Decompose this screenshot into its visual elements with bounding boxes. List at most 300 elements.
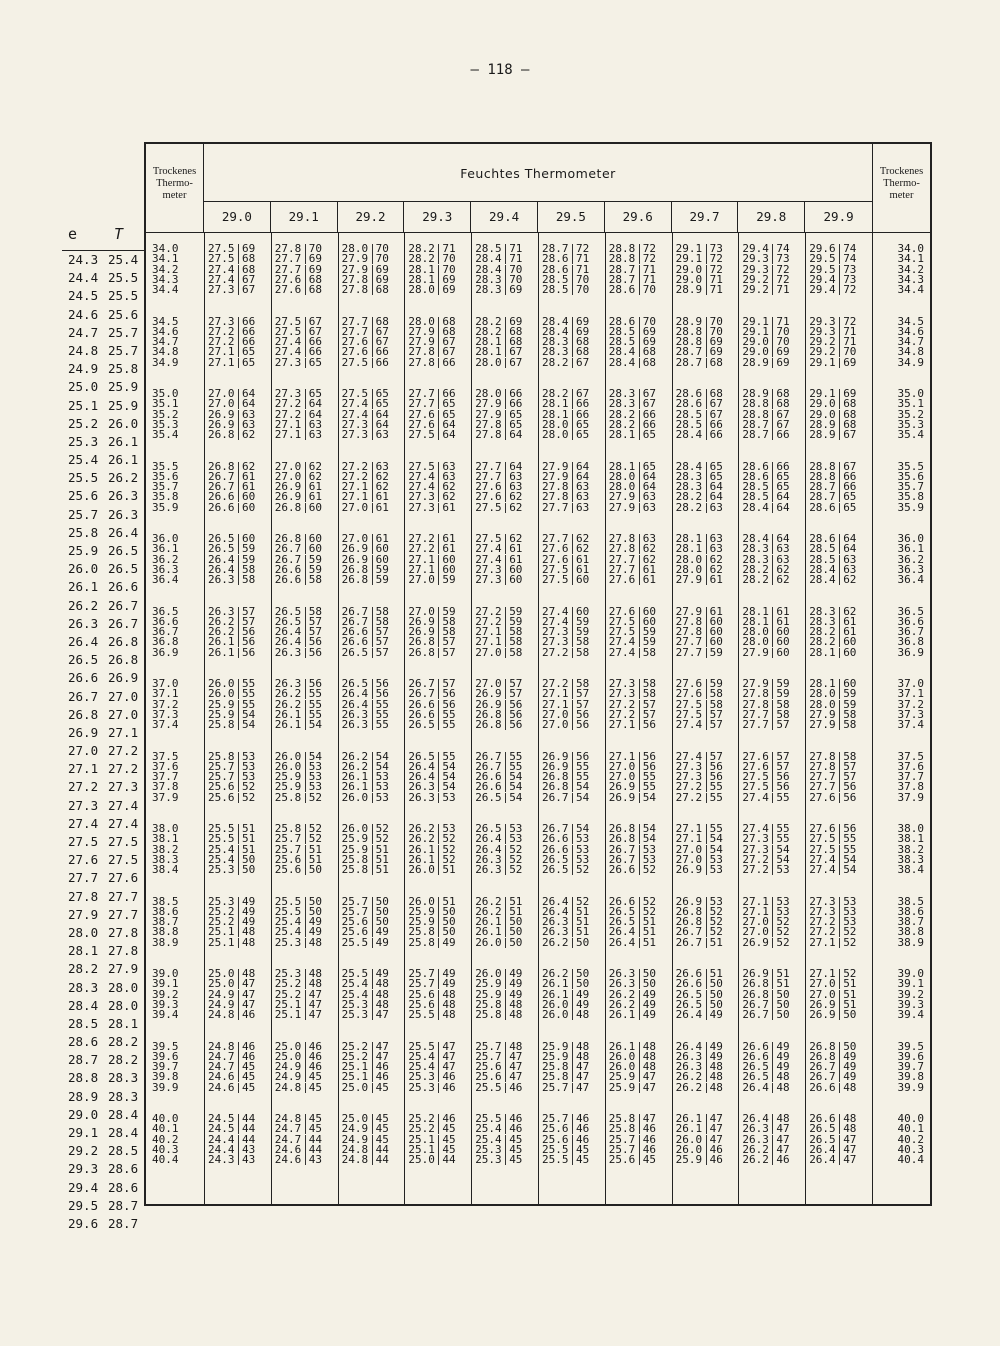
cell-separator (572, 1010, 573, 1020)
humidity-value: 53 (776, 863, 790, 877)
humidity-value: 50 (576, 935, 590, 949)
vapor-pressure-value: 26.3 (408, 790, 435, 804)
humidity-value: 58 (642, 645, 657, 659)
cell-separator (305, 938, 306, 948)
vapor-pressure-value: 27.4 (608, 645, 636, 659)
side-e-value: 25.5 (68, 470, 99, 486)
humidity-value: 45 (509, 1132, 523, 1146)
humidity-value: 58 (442, 614, 456, 628)
vapor-pressure-value: 26.3 (675, 1049, 703, 1063)
vapor-pressure-value: 25.6 (341, 925, 369, 939)
vapor-pressure-value: 25.5 (341, 935, 369, 949)
humidity-value: 60 (843, 677, 857, 690)
vapor-pressure-value: 28.4 (542, 324, 569, 338)
vapor-pressure-value: 28.3 (675, 469, 703, 483)
vapor-pressure-value: 24.5 (208, 1112, 235, 1125)
side-e-value: 29.0 (68, 1106, 99, 1122)
cell-separator (772, 1062, 773, 1072)
vapor-pressure-value: 26.6 (208, 490, 235, 504)
vapor-pressure-value: 26.7 (675, 935, 703, 949)
cell-separator (639, 720, 640, 730)
cell-separator (238, 824, 239, 834)
cell-separator (839, 845, 840, 855)
vapor-pressure-value: 26.6 (675, 977, 703, 991)
cell-separator (372, 1114, 373, 1124)
vapor-pressure-value: 24.8 (341, 1142, 369, 1156)
side-t-value: 25.5 (108, 288, 139, 304)
vapor-pressure-value: 26.5 (208, 532, 235, 545)
vapor-pressure-value: 25.1 (408, 1132, 435, 1146)
vapor-pressure-value: 27.4 (809, 863, 836, 877)
cell-separator (772, 503, 773, 513)
humidity-value: 56 (576, 718, 590, 732)
cell-separator (372, 865, 373, 875)
cell-separator (305, 1062, 306, 1072)
vapor-pressure-value: 27.3 (341, 428, 369, 442)
humidity-value: 50 (308, 904, 323, 918)
vapor-pressure-value: 28.6 (608, 314, 636, 328)
side-table-row (62, 598, 144, 616)
vapor-pressure-value: 28.1 (542, 407, 569, 421)
cell-separator (372, 897, 373, 907)
cell-separator (639, 462, 640, 472)
vapor-pressure-value: 26.3 (274, 645, 302, 659)
humidity-value: 66 (642, 417, 657, 431)
humidity-value: 47 (843, 1142, 857, 1156)
cell-separator (772, 1145, 773, 1155)
vapor-pressure-value: 26.8 (274, 500, 302, 514)
dry-temp-right: 36.5 (897, 604, 924, 618)
humidity-value: 60 (442, 562, 456, 576)
side-table-row (62, 1107, 144, 1125)
humidity-value: 61 (375, 500, 389, 514)
vapor-pressure-value: 28.6 (675, 387, 703, 400)
cell-separator (238, 389, 239, 399)
vapor-pressure-value: 27.5 (809, 832, 836, 846)
cell-separator (639, 793, 640, 803)
humidity-value: 43 (242, 1142, 256, 1156)
cell-separator (505, 710, 506, 720)
humidity-value: 49 (776, 1060, 790, 1074)
humidity-value: 51 (509, 894, 523, 908)
cell-separator (238, 782, 239, 792)
humidity-value: 48 (442, 987, 456, 1001)
vapor-pressure-value: 25.2 (274, 977, 302, 991)
cell-separator (839, 607, 840, 617)
humidity-value: 60 (308, 532, 323, 545)
humidity-value: 56 (843, 780, 857, 794)
dry-temp-left: 40.4 (152, 1153, 179, 1167)
vapor-pressure-value: 26.7 (675, 925, 703, 939)
vapor-pressure-value: 24.7 (274, 1122, 302, 1136)
cell-separator (305, 482, 306, 492)
humidity-value: 67 (509, 345, 523, 359)
vapor-pressure-value: 25.7 (608, 1132, 636, 1146)
cell-separator (706, 927, 707, 937)
side-e-value: 28.1 (68, 943, 99, 959)
cell-separator (505, 845, 506, 855)
vapor-pressure-value: 28.1 (408, 272, 435, 286)
cell-separator (438, 399, 439, 409)
vapor-pressure-value: 26.5 (341, 677, 369, 690)
vapor-pressure-value: 28.9 (742, 387, 769, 400)
humidity-value: 69 (843, 387, 857, 400)
vapor-pressure-value: 25.3 (475, 1153, 502, 1167)
vapor-pressure-value: 26.7 (408, 677, 435, 690)
vapor-pressure-value: 27.4 (341, 397, 369, 411)
dry-temp-right: 34.7 (897, 335, 924, 349)
humidity-value: 71 (709, 283, 723, 297)
cell-separator (372, 1083, 373, 1093)
cell-separator (772, 865, 773, 875)
humidity-value: 61 (242, 469, 256, 483)
cell-separator (305, 399, 306, 409)
cell-separator (772, 482, 773, 492)
humidity-value: 55 (776, 832, 790, 846)
humidity-value: 62 (509, 500, 523, 514)
dry-temp-right: 35.8 (897, 490, 924, 504)
cell-separator (238, 430, 239, 440)
cell-separator (372, 1155, 373, 1165)
cell-separator (839, 979, 840, 989)
vapor-pressure-value: 27.2 (542, 645, 569, 659)
vapor-pressure-value: 27.7 (608, 552, 636, 566)
cell-separator (372, 648, 373, 658)
vapor-pressure-value: 26.4 (274, 635, 302, 649)
cell-separator (706, 907, 707, 917)
humidity-value: 45 (375, 1122, 389, 1136)
humidity-value: 53 (709, 852, 723, 866)
humidity-value: 45 (308, 1070, 323, 1084)
cell-separator (372, 700, 373, 710)
vapor-pressure-value: 26.0 (208, 687, 235, 701)
cell-separator (572, 1052, 573, 1062)
humidity-value: 57 (709, 718, 723, 732)
cell-separator (372, 752, 373, 762)
humidity-value: 66 (709, 417, 723, 431)
humidity-value: 52 (776, 925, 790, 939)
humidity-value: 60 (776, 635, 790, 649)
humidity-value: 51 (242, 832, 256, 846)
cell-separator (639, 917, 640, 927)
dry-temp-left: 37.2 (152, 697, 179, 711)
side-table-row (62, 852, 144, 870)
cell-separator (372, 399, 373, 409)
humidity-value: 54 (308, 749, 323, 763)
cell-separator (639, 430, 640, 440)
humidity-value: 52 (509, 863, 523, 877)
vapor-pressure-value: 25.5 (475, 1112, 502, 1125)
cell-separator (772, 347, 773, 357)
humidity-value: 49 (843, 1049, 857, 1063)
humidity-value: 63 (642, 500, 657, 514)
humidity-value: 63 (776, 552, 790, 566)
humidity-value: 48 (509, 1008, 523, 1022)
cell-separator (639, 254, 640, 264)
humidity-value: 48 (375, 977, 389, 991)
side-e-value: 28.5 (68, 1015, 99, 1031)
cell-separator (238, 897, 239, 907)
vapor-pressure-value: 25.7 (208, 770, 235, 784)
cell-separator (772, 720, 773, 730)
vapor-pressure-value: 27.3 (475, 573, 502, 587)
vapor-pressure-value: 28.2 (809, 625, 836, 639)
humidity-value: 45 (308, 1080, 323, 1094)
cell-separator (305, 1135, 306, 1145)
vapor-pressure-value: 25.2 (341, 1039, 369, 1053)
cell-separator (772, 834, 773, 844)
vapor-pressure-value: 27.5 (208, 252, 235, 266)
humidity-value: 48 (308, 967, 323, 980)
humidity-value: 60 (509, 573, 523, 587)
vapor-pressure-value: 27.2 (408, 542, 435, 556)
humidity-value: 49 (843, 1060, 857, 1074)
humidity-value: 59 (308, 552, 323, 566)
humidity-value: 48 (576, 1049, 590, 1063)
cell-separator (305, 969, 306, 979)
humidity-value: 48 (375, 997, 389, 1011)
cell-separator (706, 1114, 707, 1124)
dry-temp-right: 39.8 (897, 1070, 924, 1084)
cell-separator (706, 1135, 707, 1145)
vapor-pressure-value: 28.7 (608, 262, 636, 276)
vapor-pressure-value: 26.6 (675, 967, 703, 980)
cell-separator (772, 492, 773, 502)
humidity-value: 49 (242, 904, 256, 918)
humidity-value: 68 (776, 387, 790, 400)
humidity-value: 50 (442, 915, 456, 929)
humidity-value: 67 (642, 387, 657, 400)
humidity-value: 55 (375, 718, 389, 732)
vapor-pressure-value: 26.0 (542, 1008, 569, 1022)
vapor-pressure-value: 27.9 (675, 573, 703, 587)
dry-temp-right: 37.3 (897, 707, 924, 721)
dry-temp-right: 34.9 (897, 355, 924, 369)
vapor-pressure-value: 25.6 (408, 987, 435, 1001)
vapor-pressure-value: 27.1 (408, 552, 435, 566)
vapor-pressure-value: 25.4 (274, 915, 302, 929)
humidity-value: 59 (642, 625, 657, 639)
humidity-value: 59 (576, 614, 590, 628)
cell-separator (572, 565, 573, 575)
humidity-value: 48 (375, 987, 389, 1001)
humidity-value: 63 (509, 469, 523, 483)
vapor-pressure-value: 27.6 (809, 790, 836, 804)
humidity-value: 62 (242, 459, 256, 473)
humidity-value: 71 (642, 272, 657, 286)
cell-separator (505, 627, 506, 637)
vapor-pressure-value: 26.3 (475, 863, 502, 877)
cell-separator (438, 752, 439, 762)
vapor-pressure-value: 26.8 (208, 459, 235, 473)
side-e-value: 28.6 (68, 1034, 99, 1050)
cell-separator (706, 503, 707, 513)
dry-temp-left: 36.4 (152, 573, 179, 587)
dry-temp-left: 35.5 (152, 459, 179, 473)
cell-separator (572, 1114, 573, 1124)
cell-separator (438, 492, 439, 502)
vapor-pressure-value: 27.3 (208, 283, 235, 297)
humidity-value: 59 (375, 562, 389, 576)
vapor-pressure-value: 28.7 (742, 417, 769, 431)
cell-separator (238, 327, 239, 337)
vapor-pressure-value: 25.6 (542, 1122, 569, 1136)
cell-separator (505, 637, 506, 647)
vapor-pressure-value: 26.5 (809, 1122, 836, 1136)
cell-separator (372, 762, 373, 772)
vapor-pressure-value: 28.2 (742, 573, 769, 587)
cell-separator (238, 534, 239, 544)
cell-separator (438, 710, 439, 720)
humidity-value: 46 (375, 1060, 389, 1074)
cell-separator (238, 254, 239, 264)
cell-separator (505, 762, 506, 772)
vapor-pressure-value: 26.9 (742, 935, 769, 949)
vapor-pressure-value: 26.0 (608, 1060, 636, 1074)
humidity-value: 45 (509, 1153, 523, 1167)
humidity-value: 68 (375, 314, 389, 328)
vapor-pressure-value: 28.8 (742, 397, 769, 411)
humidity-value: 59 (642, 635, 657, 649)
humidity-value: 46 (576, 1122, 590, 1136)
vapor-pressure-value: 26.9 (475, 697, 502, 711)
humidity-value: 51 (642, 915, 657, 929)
cell-separator (772, 337, 773, 347)
humidity-value: 54 (642, 832, 657, 846)
cell-separator (639, 1114, 640, 1124)
cell-separator (238, 420, 239, 430)
vapor-pressure-value: 27.9 (341, 252, 369, 266)
side-table-row (62, 907, 144, 925)
vapor-pressure-value: 26.5 (274, 604, 302, 618)
humidity-value: 57 (776, 759, 790, 773)
vapor-pressure-value: 26.9 (208, 407, 235, 421)
cell-separator (572, 627, 573, 637)
dry-temp-left: 34.8 (152, 345, 179, 359)
cell-separator (706, 347, 707, 357)
column-header: 29.6 (605, 202, 672, 232)
humidity-value: 67 (642, 397, 657, 411)
humidity-value: 71 (642, 262, 657, 276)
table-title: Feuchtes Thermometer (204, 144, 872, 202)
cell-separator (438, 990, 439, 1000)
dry-temp-left: 39.4 (152, 1008, 179, 1022)
cell-separator (772, 1072, 773, 1082)
dry-temp-right: 40.0 (897, 1112, 924, 1125)
vapor-pressure-value: 25.5 (274, 904, 302, 918)
humidity-value: 58 (843, 718, 857, 732)
vapor-pressure-value: 27.4 (408, 480, 435, 494)
cell-separator (639, 897, 640, 907)
side-t-value: 27.2 (108, 743, 139, 759)
humidity-value: 56 (642, 759, 657, 773)
humidity-value: 48 (509, 997, 523, 1011)
dry-temp-right: 37.9 (897, 790, 924, 804)
humidity-value: 67 (509, 355, 523, 369)
humidity-value: 48 (308, 935, 323, 949)
vapor-pressure-value: 28.0 (742, 635, 769, 649)
cell-separator (639, 275, 640, 285)
cell-separator (706, 637, 707, 647)
cell-separator (372, 1010, 373, 1020)
humidity-value: 68 (375, 283, 389, 297)
humidity-value: 61 (843, 625, 857, 639)
table-body (146, 232, 930, 1204)
cell-separator (438, 410, 439, 420)
humidity-value: 57 (709, 707, 723, 721)
cell-separator (438, 1062, 439, 1072)
vapor-pressure-value: 25.1 (408, 1142, 435, 1156)
vapor-pressure-value: 28.5 (542, 283, 569, 297)
cell-separator (839, 720, 840, 730)
humidity-value: 53 (576, 842, 590, 856)
vapor-pressure-value: 26.3 (675, 1060, 703, 1074)
side-table-row (62, 798, 144, 816)
humidity-value: 61 (375, 490, 389, 504)
side-header-t: T (114, 225, 124, 243)
vapor-pressure-value: 26.8 (341, 573, 369, 587)
humidity-value: 50 (509, 935, 523, 949)
humidity-value: 68 (509, 324, 523, 338)
humidity-value: 61 (776, 604, 790, 618)
cell-separator (772, 317, 773, 327)
side-t-value: 27.9 (108, 961, 139, 977)
dry-temp-left: 37.1 (152, 687, 179, 701)
dry-temp-left: 37.8 (152, 780, 179, 794)
humidity-value: 46 (442, 1112, 456, 1125)
vapor-pressure-value: 28.7 (675, 355, 703, 369)
vapor-pressure-value: 25.6 (208, 790, 235, 804)
cell-separator (238, 244, 239, 254)
vapor-pressure-value: 26.6 (341, 635, 369, 649)
side-t-value: 28.6 (108, 1179, 139, 1195)
cell-separator (305, 824, 306, 834)
cell-separator (706, 1042, 707, 1052)
cell-separator (839, 897, 840, 907)
humidity-value: 56 (576, 707, 590, 721)
cell-separator (238, 1145, 239, 1155)
cell-separator (706, 979, 707, 989)
vapor-pressure-value: 28.3 (809, 604, 836, 618)
humidity-value: 65 (709, 459, 723, 473)
cell-separator (438, 793, 439, 803)
humidity-value: 49 (776, 1049, 790, 1063)
cell-separator (438, 834, 439, 844)
humidity-value: 72 (843, 314, 857, 328)
vapor-pressure-value: 28.2 (608, 407, 636, 421)
side-table (62, 222, 144, 1231)
cell-separator (839, 1114, 840, 1124)
cell-separator (438, 648, 439, 658)
side-e-value: 24.5 (68, 288, 99, 304)
vapor-pressure-value: 24.6 (274, 1142, 302, 1156)
table-row (146, 1010, 930, 1020)
humidity-value: 47 (709, 1132, 723, 1146)
cell-separator (438, 327, 439, 337)
humidity-value: 62 (509, 490, 523, 504)
cell-separator (572, 720, 573, 730)
cell-separator (438, 855, 439, 865)
cell-separator (639, 772, 640, 782)
vapor-pressure-value: 26.2 (341, 749, 369, 763)
humidity-value: 48 (242, 967, 256, 980)
humidity-value: 47 (576, 1080, 590, 1094)
side-e-value: 25.4 (68, 452, 99, 468)
vapor-pressure-value: 26.2 (475, 904, 502, 918)
side-t-value: 27.7 (108, 888, 139, 904)
dry-temp-left: 35.9 (152, 500, 179, 514)
humidity-value: 54 (776, 842, 790, 856)
